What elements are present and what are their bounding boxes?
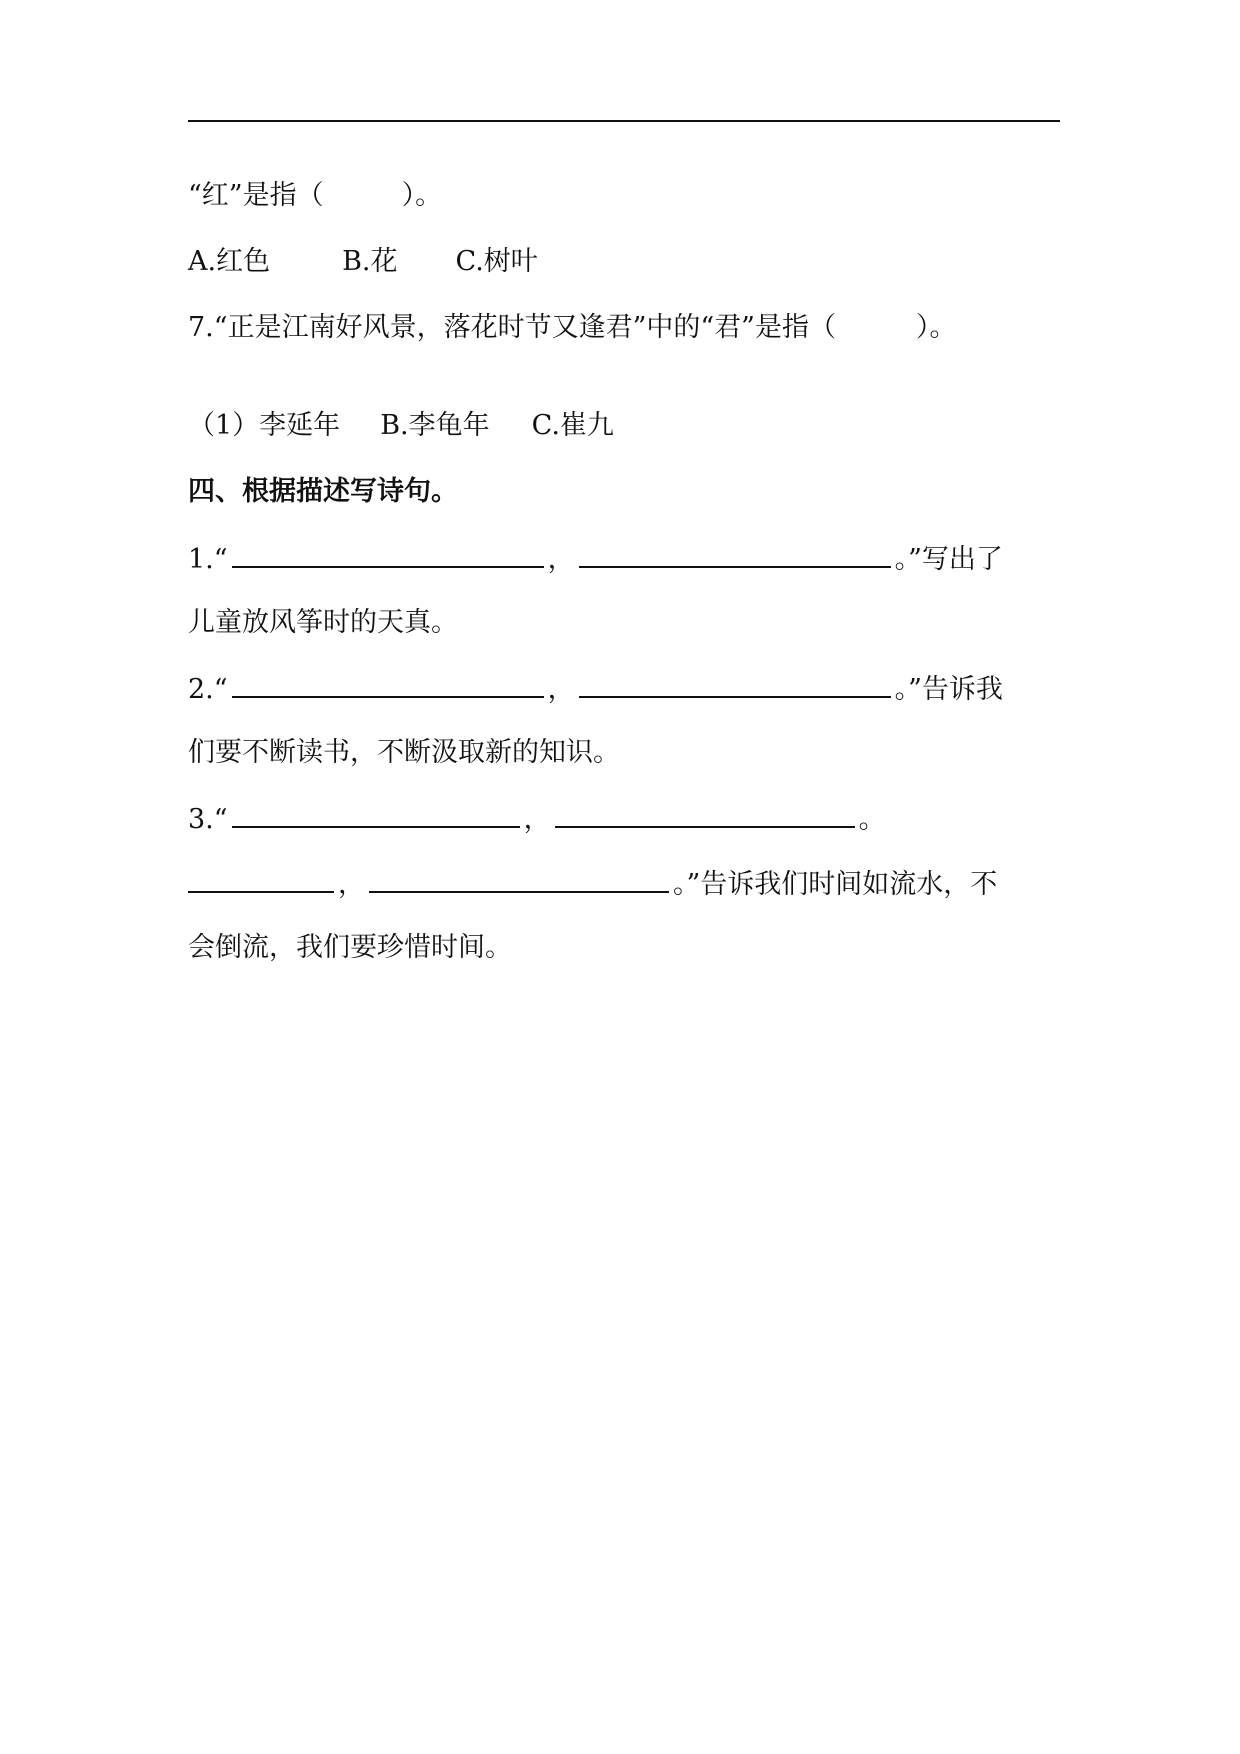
q7-option-b: B.李龟年 <box>380 410 490 441</box>
q6-option-c: C.树叶 <box>455 246 538 277</box>
item-3-continuation: 会倒流，我们要珍惜时间。 <box>188 932 512 963</box>
item-2-line <box>188 670 1003 708</box>
item-2-prefix: 2.“ <box>188 674 228 705</box>
item-3-suffix: 。 <box>858 804 886 835</box>
item-3-blank-1[interactable] <box>232 800 520 828</box>
item-3-blank-2[interactable] <box>555 800 855 828</box>
q6-stem-line <box>188 178 442 214</box>
item-2-sep: ， <box>547 674 575 705</box>
item-1-blank-1[interactable] <box>232 540 544 568</box>
section-heading: 四、根据描述写诗句。 <box>188 476 458 507</box>
q7-options <box>188 408 614 444</box>
item-3-line2-sep: ， <box>338 869 365 900</box>
q6-option-a: A.红色 <box>188 246 271 277</box>
item-1-suffix: 。”写出了 <box>894 544 1003 575</box>
item-1-line <box>188 540 1003 578</box>
item-3-line-2 <box>188 865 997 903</box>
q7-option-a: （1）李延年 <box>188 410 341 441</box>
top-rule <box>188 120 1060 122</box>
q7-stem-line <box>188 310 956 346</box>
q6-option-b: B.花 <box>342 246 398 277</box>
item-1-prefix: 1.“ <box>188 544 228 575</box>
item-1-sep: ， <box>547 544 575 575</box>
item-3-line <box>188 800 886 838</box>
q6-options <box>188 244 538 280</box>
q6-stem: “红”是指（ <box>188 180 324 211</box>
item-1-blank-2[interactable] <box>579 540 891 568</box>
item-2-blank-1[interactable] <box>232 670 544 698</box>
item-3-line2-suffix: 。”告诉我们时间如流水，不 <box>673 869 998 900</box>
item-3-blank-3[interactable] <box>188 865 334 893</box>
item-3-prefix: 3.“ <box>188 804 228 835</box>
item-1-continuation: 儿童放风筝时的天真。 <box>188 607 458 638</box>
item-2-blank-2[interactable] <box>579 670 891 698</box>
item-3-blank-4[interactable] <box>369 865 669 893</box>
q7-stem: 7.“正是江南好风景，落花时节又逢君”中的“君”是指（ <box>188 312 836 343</box>
item-2-suffix: 。”告诉我 <box>894 674 1003 705</box>
q7-close: ）。 <box>915 312 957 343</box>
item-3-sep: ， <box>523 804 551 835</box>
q7-option-c: C.崔九 <box>531 410 614 441</box>
item-2-continuation: 们要不断读书，不断汲取新的知识。 <box>188 737 620 768</box>
q6-close: ）。 <box>401 180 443 211</box>
